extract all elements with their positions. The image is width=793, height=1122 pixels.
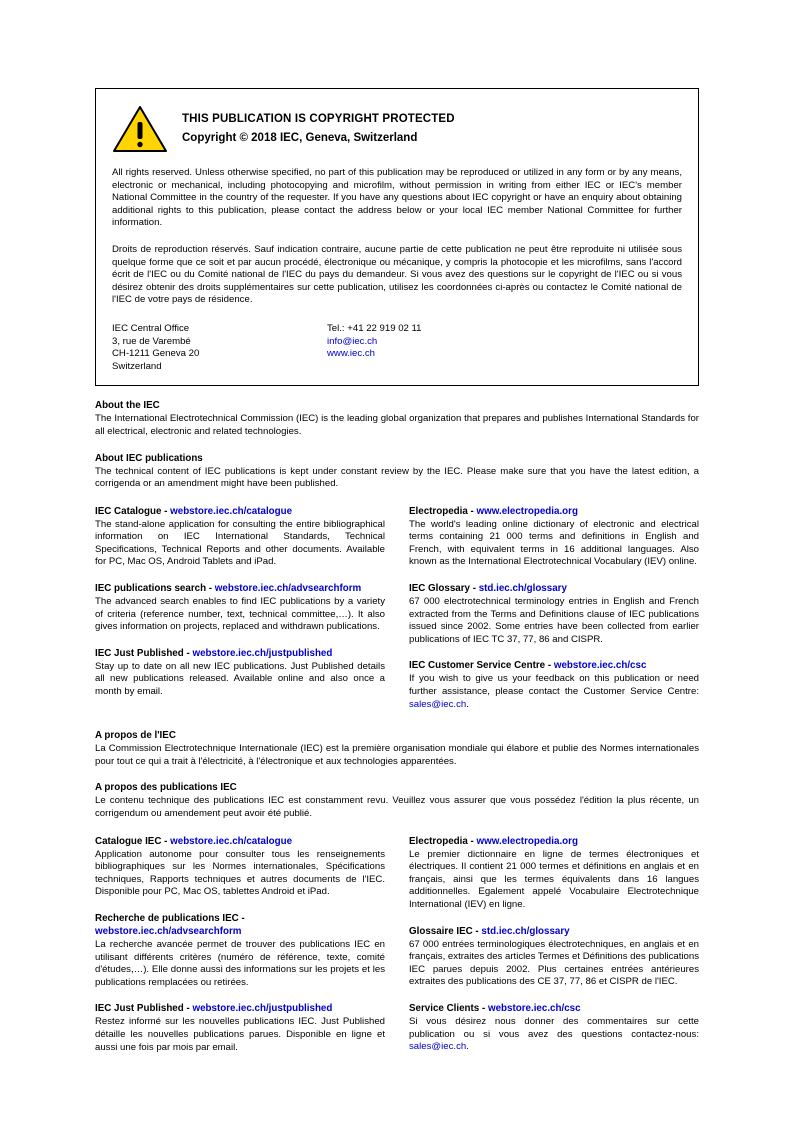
resource-iec-customer-service-centre (409, 659, 699, 711)
resource-title-text: IEC publications search - (95, 583, 215, 595)
resource-title (409, 925, 699, 938)
about-iec-body: The International Electrotechnical Commission (IEC) is the leading global organization that prepares and publishes International Standards for all electrical, electronic and related technologies. (95, 413, 699, 437)
resource-link[interactable]: webstore.iec.ch/catalogue (170, 505, 293, 517)
copyright-paragraph-en: All rights reserved. Unless otherwise specified, no part of this publication may be reproduced or utilized in any form or by any means, electronic or mechanical, including photocopying and microfilm, without permission in writing from either IEC or IEC's member National Committee in the country of the requester. If you have any questions about IEC copyright or have an enquiry about obtaining additional rights to this publication, please contact the address below or your local IEC member National Committee for further information. (112, 167, 682, 229)
resource-link[interactable]: www.electropedia.org (476, 835, 578, 847)
french-right-column (409, 835, 699, 1055)
resource-body: Stay up to date on all new IEC publications. Just Published details all new publications released. Available online and also once a month by email. (95, 660, 385, 698)
resource-title-text: Catalogue IEC - (95, 835, 171, 847)
resource-catalogue-iec-fr (95, 835, 385, 899)
section-about-the-iec (95, 399, 699, 438)
resource-body-post: . (466, 698, 469, 710)
resource-link[interactable]: webstore.iec.ch/advsearchform (214, 583, 362, 595)
resource-body: The advanced search enables to find IEC publications by a variety of criteria (reference number, text, technical committee,…). It also gives information on projects, replaced and withdrawn publications. (95, 596, 385, 633)
resource-title (409, 1002, 699, 1015)
resource-title-text: Glossaire IEC - (409, 925, 482, 937)
copyright-paragraph-fr: Droits de reproduction réservés. Sauf indication contraire, aucune partie de cette publication ne peut être reproduite ni utilisée sous quelque forme que ce soit et par aucun procédé, électronique ou mécanique, y compris la photocopie et les microfilms, sans l'accord écrit de l'IEC ou du Comité national de l'IEC du pays du demandeur. Si vous avez des questions sur le copyright de l'IEC ou si vous désirez obtenir des droits supplémentaires sur cette publication, utilisez les coordonnées ci-après ou contactez le Comité national de l'IEC de votre pays de résidence. (112, 243, 682, 306)
resource-title (95, 835, 385, 848)
english-left-column (95, 505, 385, 712)
resource-link[interactable]: webstore.iec.ch/justpublished (192, 647, 333, 659)
address-line-1: IEC Central Office (112, 322, 190, 334)
address-line-4: Switzerland (112, 360, 162, 372)
resource-iec-just-published-fr (95, 1002, 385, 1054)
resource-link[interactable]: webstore.iec.ch/advsearchform (95, 925, 242, 937)
resource-recherche-publications-fr (95, 912, 385, 989)
copyright-titles (182, 103, 455, 146)
resource-title-text: Electropedia - (409, 835, 477, 847)
resource-link[interactable]: std.iec.ch/glossary (478, 583, 567, 595)
address-line-3: CH-1211 Geneva 20 (112, 348, 200, 360)
resource-title-text: Electropedia - (409, 505, 477, 517)
address-line-2: 3, rue de Varembé (112, 335, 191, 347)
resource-title-text: Service Clients - (409, 1002, 488, 1014)
resource-body: Le premier dictionnaire en ligne de termes électroniques et électriques. Il contient 21 000 termes et définitions en anglais et en français, ainsi que les termes équivalents dans 16 langues additionnelles. Egalement appelé Vocabulaire Electrotechnique International (IEV) en ligne. (409, 848, 699, 910)
resource-electropedia-fr (409, 835, 699, 912)
resource-body: 67 000 electrotechnical terminology entries in English and French extracted from the Terms and Definitions clause of IEC publications issued since 2002. Some entries have been collected from earlier publications of IEC TC 37, 77, 86 and CISPR. (409, 596, 699, 645)
resource-title-text: IEC Glossary - (409, 583, 479, 595)
email-link-info[interactable]: info@iec.ch (327, 335, 378, 347)
resource-body-pre: Si vous désirez nous donner des commentaires sur cette publication ou si vous avez des questions contactez-nous: (409, 1015, 699, 1040)
resource-body (409, 1016, 699, 1054)
copyright-notice-box (95, 88, 699, 386)
iec-address (112, 323, 327, 373)
warning-triangle-icon (112, 105, 168, 153)
resource-body (409, 673, 699, 711)
about-publications-body: The technical content of IEC publications is kept under constant review by the IEC. Please make sure that you have the latest edition, a corrigenda or an amendment might have been published. (95, 465, 699, 490)
resource-body: The world's leading online dictionary of electronic and electrical terms containing 21 000 terms and definitions in English and French, with equivalent terms in 16 additional languages. Also known as the International Electrotechnical Vocabulary (IEV) online. (409, 518, 699, 568)
section-a-propos-des-publications-iec (95, 781, 699, 820)
email-link-sales-fr[interactable]: sales@iec.ch (409, 1041, 467, 1053)
resource-link[interactable]: webstore.iec.ch/catalogue (170, 835, 293, 847)
resource-title (95, 912, 385, 938)
resource-title-text: IEC Just Published - (95, 1003, 193, 1015)
about-iec-title-fr: A propos de l'IEC (95, 730, 176, 742)
about-iec-body-fr: La Commission Electrotechnique Internationale (IEC) est la première organisation mondiale qui élabore et publie des Normes internationales pour tout ce qui a trait à l'électricité, à l'électronique et aux technologies apparentées. (95, 743, 699, 767)
resource-title (95, 505, 385, 518)
resource-link[interactable]: webstore.iec.ch/csc (487, 1002, 581, 1014)
resource-title (95, 647, 385, 660)
about-publications-title: About IEC publications (95, 452, 203, 464)
resource-body: The stand-alone application for consulting the entire bibliographical information on IEC International Standards, Technical Specifications, Technical Reports and other documents. Available for PC, Mac OS, Android Tablets and iPad. (95, 518, 385, 568)
resource-title (95, 1002, 385, 1015)
resource-service-clients-fr (409, 1002, 699, 1054)
resource-link[interactable]: webstore.iec.ch/csc (553, 660, 647, 672)
resource-body-post: . (466, 1041, 469, 1053)
resource-link[interactable]: std.iec.ch/glossary (481, 925, 570, 937)
resource-body-pre: If you wish to give us your feedback on this publication or need further assistance, please contact the Customer Service Centre: (409, 673, 699, 698)
resource-body: Application autonome pour consulter tous les renseignements bibliographiques sur les Normes internationales, Spécifications techniques, Rapports techniques et autres documents de l'IEC. Disponible pour PC, Mac OS, tablettes Android et iPad. (95, 848, 385, 898)
resource-iec-publications-search (95, 582, 385, 634)
resource-title-text: IEC Customer Service Centre - (409, 660, 554, 672)
resource-iec-just-published (95, 647, 385, 699)
copyright-title: THIS PUBLICATION IS COPYRIGHT PROTECTED (182, 113, 455, 125)
french-resources-columns (95, 835, 699, 1055)
iec-contact-details (327, 323, 587, 373)
website-link-iec[interactable]: www.iec.ch (327, 348, 375, 360)
copyright-contact (112, 323, 682, 373)
resource-body: Restez informé sur les nouvelles publications IEC. Just Published détaille les nouvelles publications parues. Disponible en ligne et aussi une fois par mois par email. (95, 1016, 385, 1053)
about-publications-body-fr: Le contenu technique des publications IEC est constamment revu. Veuillez vous assurer que vous possédez l'édition la plus récente, un corrigendum ou amendement peut avoir été publié. (95, 795, 699, 819)
about-iec-title: About the IEC (95, 400, 160, 412)
telephone: Tel.: +41 22 919 02 11 (327, 322, 422, 334)
resource-iec-glossary (409, 582, 699, 646)
resource-title (95, 582, 385, 595)
resource-body: La recherche avancée permet de trouver des publications IEC en utilisant différents critères (numéro de référence, texte, comité d'études,…). Elle donne aussi des informations sur les projets et les publications remplacées ou retirées. (95, 938, 385, 988)
copyright-subtitle: Copyright © 2018 IEC, Geneva, Switzerland (182, 132, 418, 144)
french-left-column (95, 835, 385, 1055)
english-resources-columns (95, 505, 699, 712)
resource-glossaire-iec-fr (409, 925, 699, 989)
resource-title (409, 835, 699, 848)
section-about-iec-publications (95, 452, 699, 491)
resource-title-text: Recherche de publications IEC - (95, 912, 245, 924)
resource-link[interactable]: webstore.iec.ch/justpublished (192, 1003, 333, 1015)
resource-link[interactable]: www.electropedia.org (476, 505, 578, 517)
resource-title-text: IEC Just Published - (95, 647, 193, 659)
resource-title (409, 659, 699, 672)
resource-title (409, 505, 699, 518)
resource-body: 67 000 entrées terminologiques électrotechniques, en anglais et en français, extraites des articles Termes et Définitions des publications IEC parues depuis 2002. Plus certaines entrées antérieures extraites des publications des CE 37, 77, 86 et CISPR de l'IEC. (409, 938, 699, 988)
about-publications-title-fr: A propos des publications IEC (95, 782, 237, 794)
english-right-column (409, 505, 699, 712)
resource-electropedia (409, 505, 699, 569)
copyright-header (112, 103, 682, 153)
resource-iec-catalogue (95, 505, 385, 569)
email-link-sales[interactable]: sales@iec.ch (409, 698, 467, 710)
section-a-propos-de-l-iec (95, 729, 699, 768)
resource-title (409, 582, 699, 595)
resource-title-text: IEC Catalogue - (95, 505, 171, 517)
